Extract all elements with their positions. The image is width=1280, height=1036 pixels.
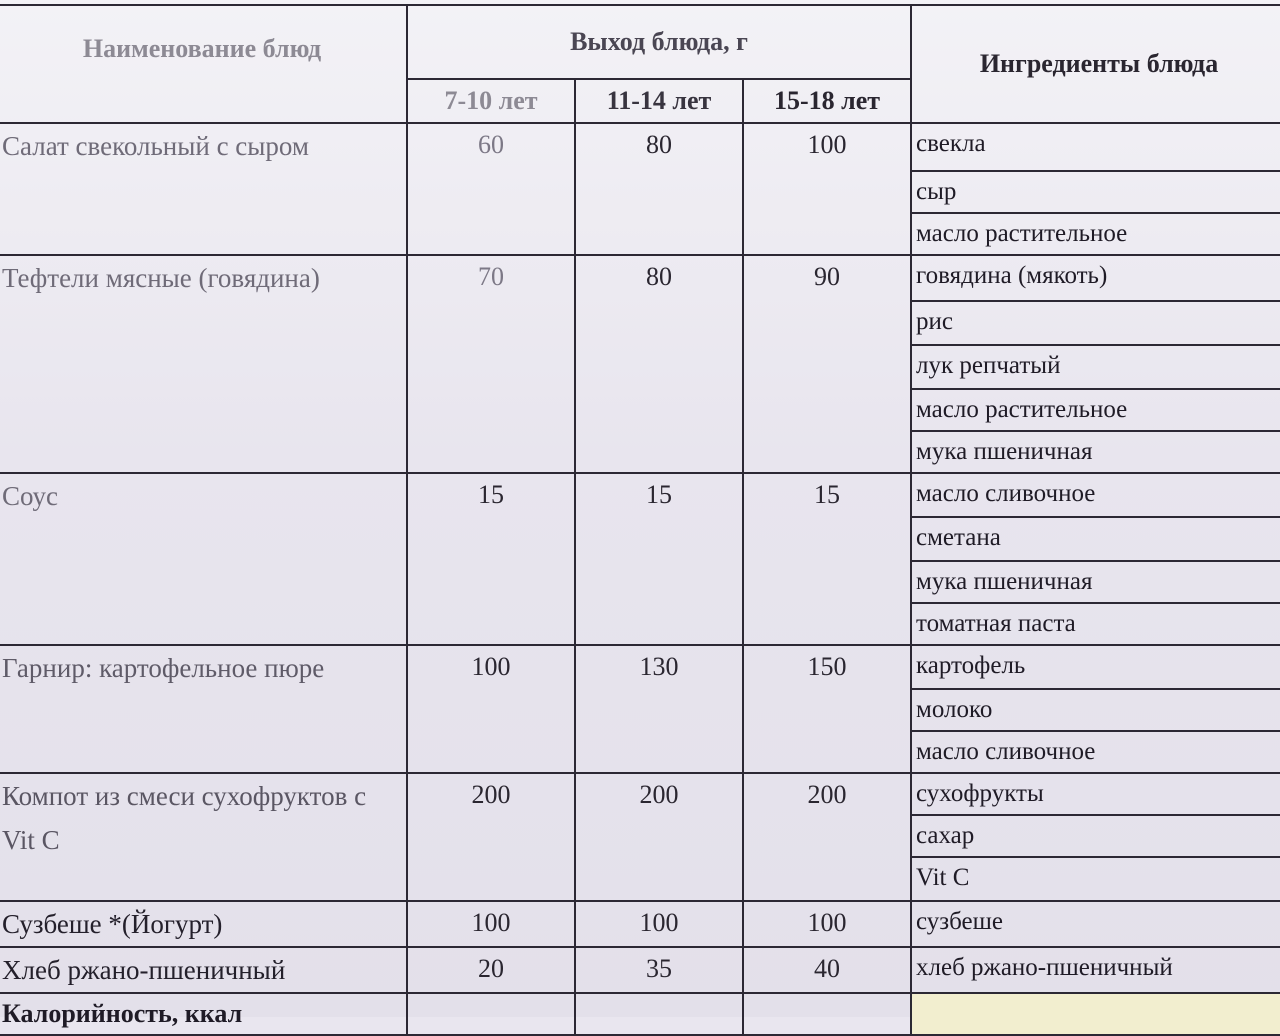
ingredient: лук репчатый xyxy=(911,345,1280,389)
ingredient: картофель xyxy=(911,645,1280,689)
header-age-15-18: 15-18 лет xyxy=(743,79,911,123)
dish-name-text: Гарнир: картофельное пюре xyxy=(2,653,325,683)
dish-name: Соус xyxy=(0,473,407,645)
ingredient: масло растительное xyxy=(911,213,1280,255)
calories-label: Калорийность, ккал xyxy=(0,993,407,1035)
header-dish-name: Наименование блюд xyxy=(0,5,407,123)
yield-7-10: 200 xyxy=(407,773,575,901)
ingredient: Vit C xyxy=(911,857,1280,901)
dish-name: Салат свекольный с сыром xyxy=(0,123,407,255)
yield-7-10: 15 xyxy=(407,473,575,645)
yield-15-18: 15 xyxy=(743,473,911,645)
yield-7-10: 100 xyxy=(407,645,575,773)
ingredient: масло растительное xyxy=(911,389,1280,431)
ingredient: рис xyxy=(911,301,1280,345)
ingredient: масло сливочное xyxy=(911,473,1280,517)
header-age-7-10: 7-10 лет xyxy=(407,79,575,123)
ingredient: томатная паста xyxy=(911,603,1280,645)
yield-11-14: 15 xyxy=(575,473,743,645)
yield-11-14: 130 xyxy=(575,645,743,773)
ingredient: хлеб ржано-пшеничный xyxy=(911,947,1280,993)
calories-7-10 xyxy=(407,993,575,1035)
yield-11-14: 35 xyxy=(575,947,743,993)
yield-7-10: 20 xyxy=(407,947,575,993)
yield-15-18: 100 xyxy=(743,901,911,947)
header-age-11-14: 11-14 лет xyxy=(575,79,743,123)
header-yield: Выход блюда, г xyxy=(407,5,911,79)
yield-11-14: 80 xyxy=(575,255,743,473)
ingredient: свекла xyxy=(911,123,1280,171)
yield-11-14: 200 xyxy=(575,773,743,901)
dish-name: Компот из смеси сухофруктов с Vit C xyxy=(0,773,407,901)
ingredient: сахар xyxy=(911,815,1280,857)
yield-15-18: 90 xyxy=(743,255,911,473)
yield-11-14: 100 xyxy=(575,901,743,947)
calories-ingredients xyxy=(911,993,1280,1035)
ingredient: сухофрукты xyxy=(911,773,1280,815)
ingredient: масло сливочное xyxy=(911,731,1280,773)
ingredient: мука пшеничная xyxy=(911,561,1280,603)
ingredient: сметана xyxy=(911,517,1280,561)
calories-15-18 xyxy=(743,993,911,1035)
yield-11-14: 80 xyxy=(575,123,743,255)
ingredient: сузбеше xyxy=(911,901,1280,947)
yield-15-18: 150 xyxy=(743,645,911,773)
ingredient: молоко xyxy=(911,689,1280,731)
calories-11-14 xyxy=(575,993,743,1035)
yield-15-18: 200 xyxy=(743,773,911,901)
dish-name: Сузбеше *(Йогурт) xyxy=(0,901,407,947)
yield-7-10: 70 xyxy=(407,255,575,473)
dish-name xyxy=(0,645,407,773)
yield-7-10: 60 xyxy=(407,123,575,255)
ingredient: говядина (мякоть) xyxy=(911,255,1280,301)
yield-7-10: 100 xyxy=(407,901,575,947)
dish-name: Тефтели мясные (говядина) xyxy=(0,255,407,473)
ingredient: сыр xyxy=(911,171,1280,213)
dish-name: Хлеб ржано-пшеничный xyxy=(0,947,407,993)
ingredient: мука пшеничная xyxy=(911,431,1280,473)
header-ingredients: Ингредиенты блюда xyxy=(911,5,1280,123)
yield-15-18: 40 xyxy=(743,947,911,993)
yield-15-18: 100 xyxy=(743,123,911,255)
menu-table xyxy=(0,4,1280,1036)
